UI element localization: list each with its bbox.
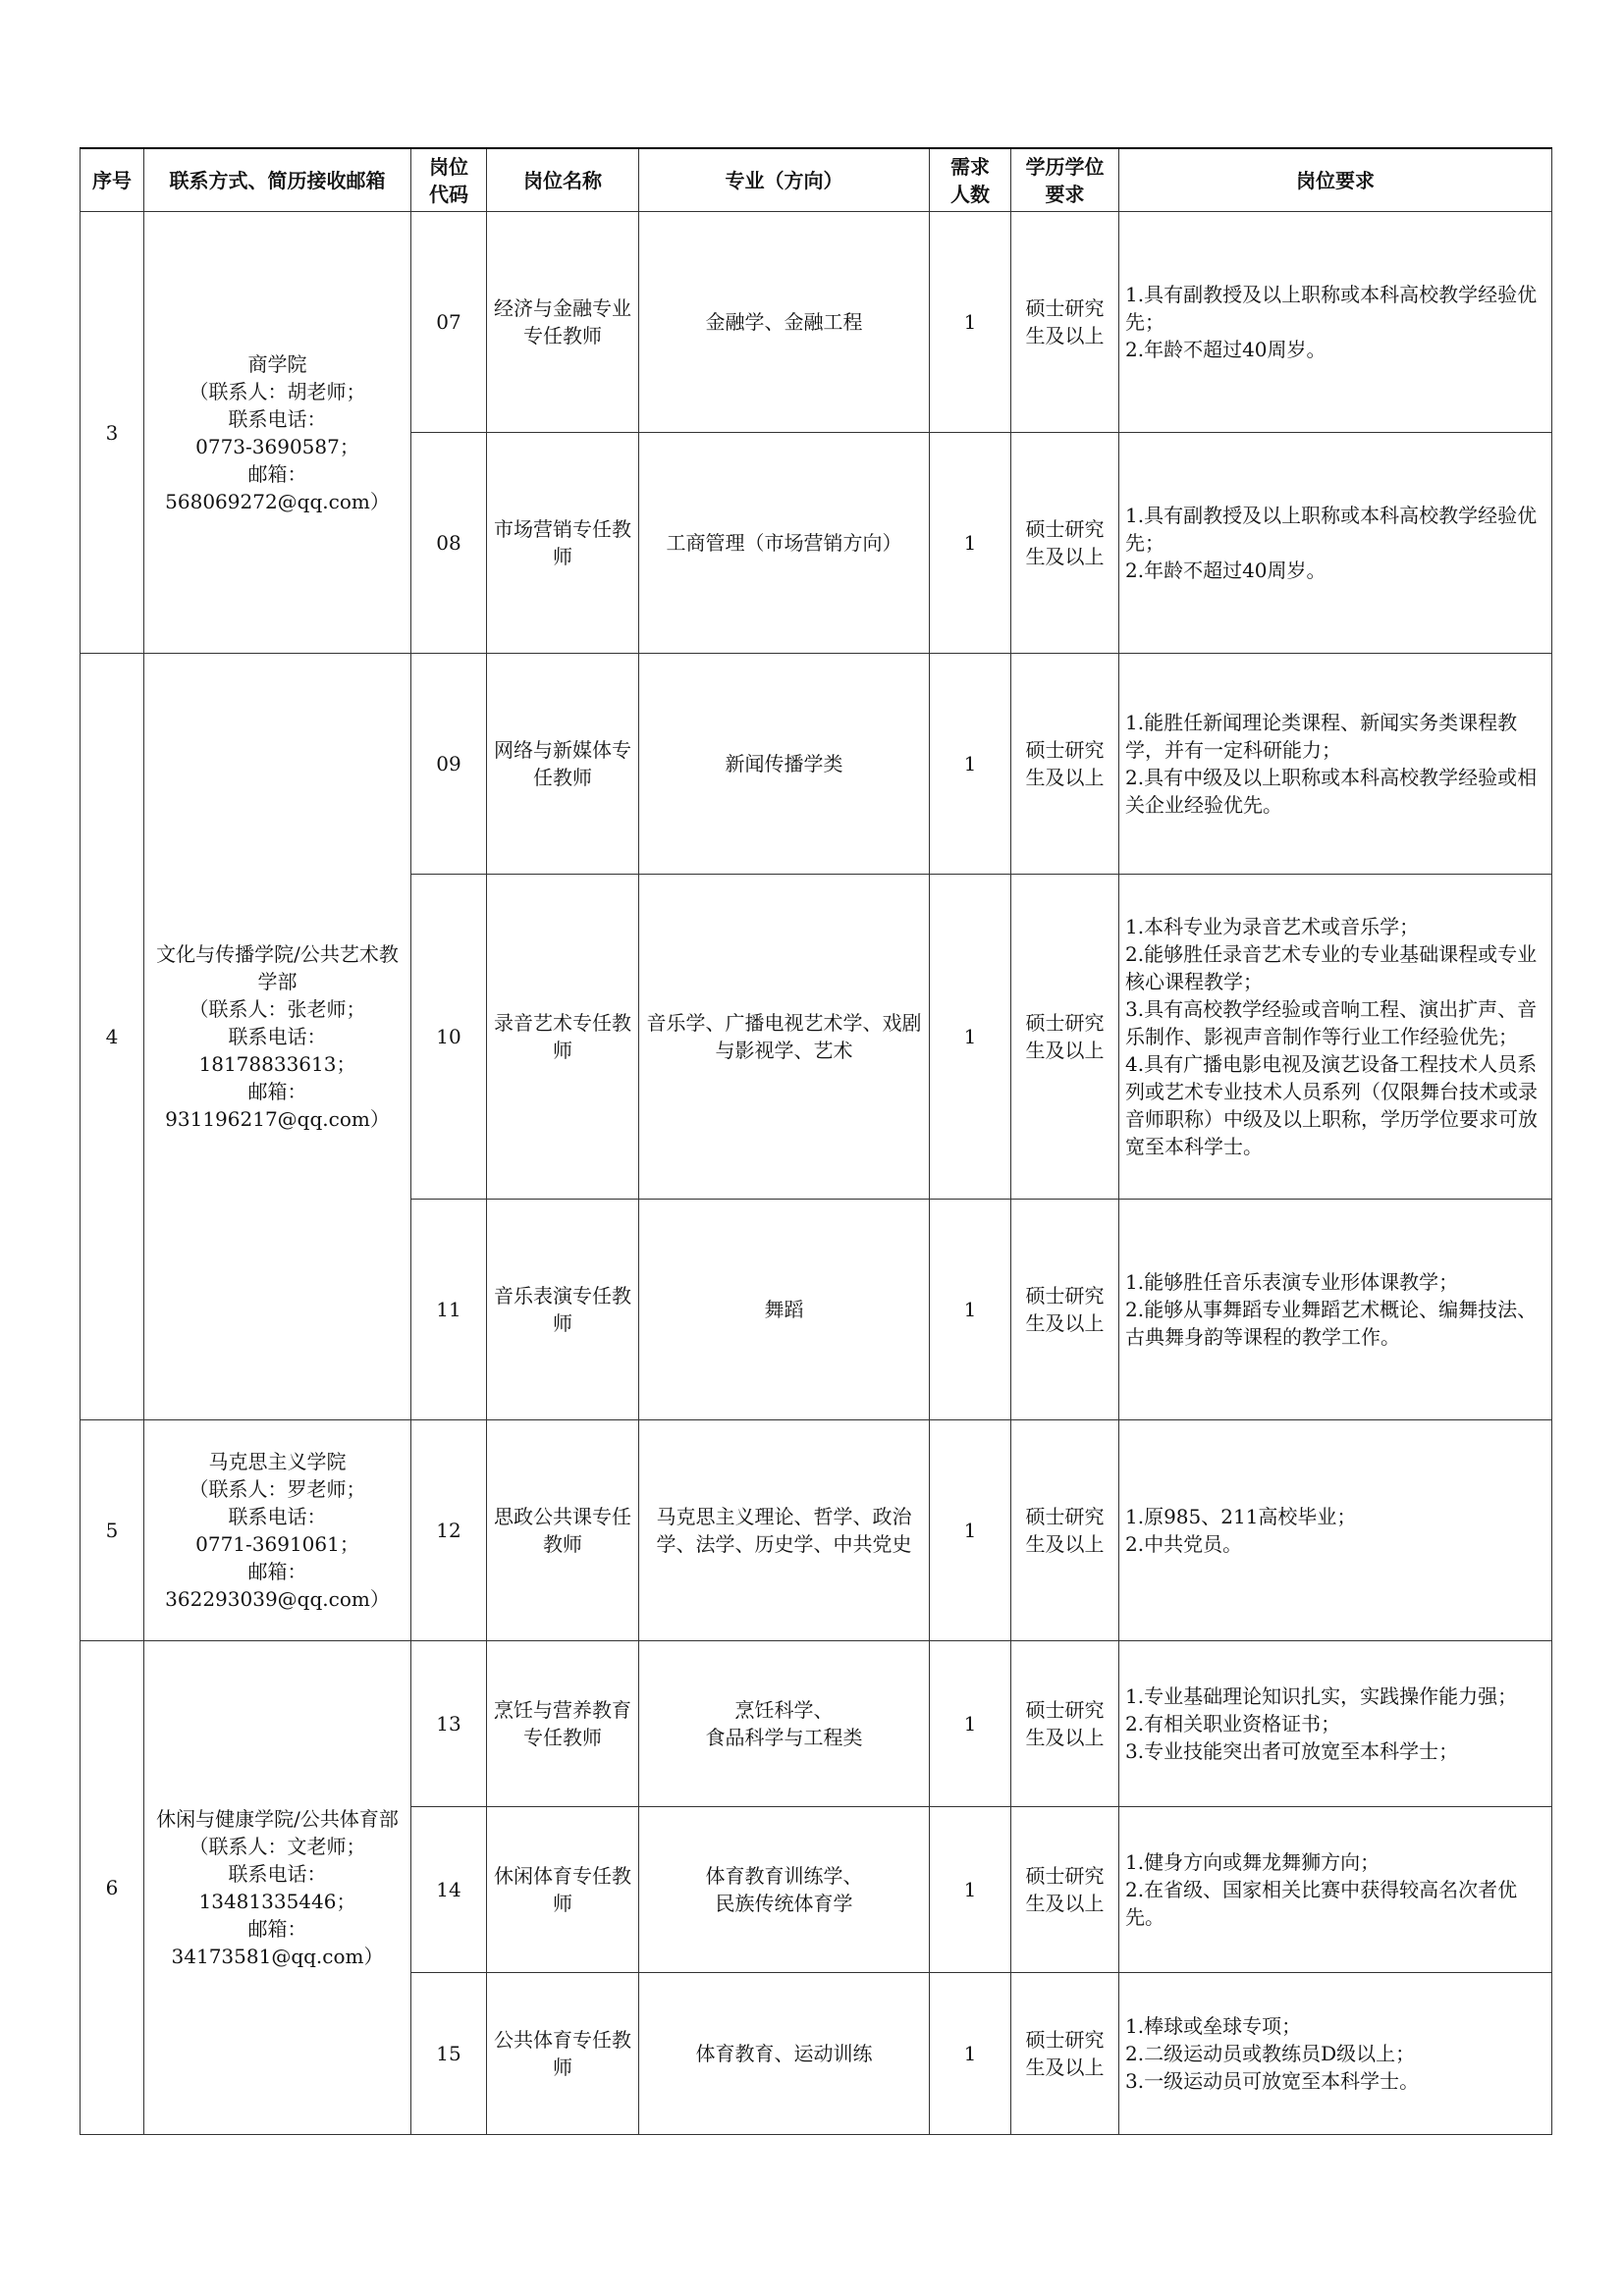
code-cell: 11 [411,1200,487,1420]
edu-cell: 硕士研究生及以上 [1011,433,1119,654]
count-cell: 1 [930,1420,1011,1641]
header-name: 岗位名称 [487,148,639,212]
code-cell: 07 [411,212,487,433]
major-cell: 马克思主义理论、哲学、政治学、法学、历史学、中共党史 [639,1420,930,1641]
edu-cell: 硕士研究生及以上 [1011,212,1119,433]
edu-cell: 硕士研究生及以上 [1011,1973,1119,2135]
seq-cell: 4 [81,654,144,1420]
major-cell: 工商管理（市场营销方向） [639,433,930,654]
major-cell: 体育教育、运动训练 [639,1973,930,2135]
code-cell: 09 [411,654,487,875]
seq-cell: 5 [81,1420,144,1641]
count-cell: 1 [930,1200,1011,1420]
position-name-cell: 录音艺术专任教师 [487,875,639,1200]
code-cell: 13 [411,1641,487,1807]
header-contact: 联系方式、简历接收邮箱 [144,148,411,212]
position-name-cell: 休闲体育专任教师 [487,1807,639,1973]
contact-cell: 商学院 （联系人：胡老师； 联系电话： 0773-3690587； 邮箱： 568069272@qq.com） [144,212,411,654]
requirements-cell: 1.原985、211高校毕业； 2.中共党员。 [1119,1420,1552,1641]
position-name-cell: 网络与新媒体专任教师 [487,654,639,875]
header-edu-line2: 要求 [1045,182,1085,206]
header-count-line2: 人数 [950,182,990,206]
requirements-cell: 1.本科专业为录音艺术或音乐学； 2.能够胜任录音艺术专业的专业基础课程或专业核心课程教学； 3.具有高校教学经验或音响工程、演出扩声、音乐制作、影视声音制作等行业工作经验优先； 4.具有广播电影电视及演艺设备工程技术人员系列或艺术专业技术人员系列（仅限舞台技术或录音师职称）中级及以上职称，学历学位要求可放宽至本科学士。 [1119,875,1552,1200]
position-name-cell: 经济与金融专业专任教师 [487,212,639,433]
contact-cell: 文化与传播学院/公共艺术教学部 （联系人：张老师； 联系电话： 18178833613； 邮箱： 931196217@qq.com） [144,654,411,1420]
edu-cell: 硕士研究生及以上 [1011,1420,1119,1641]
requirements-cell: 1.专业基础理论知识扎实，实践操作能力强； 2.有相关职业资格证书； 3.专业技能突出者可放宽至本科学士； [1119,1641,1552,1807]
requirements-cell: 1.能够胜任音乐表演专业形体课教学； 2.能够从事舞蹈专业舞蹈艺术概论、编舞技法、古典舞身韵等课程的教学工作。 [1119,1200,1552,1420]
header-major: 专业（方向） [639,148,930,212]
header-code-line2: 代码 [429,182,468,206]
header-code-line1: 岗位 [429,154,468,179]
requirements-cell: 1.具有副教授及以上职称或本科高校教学经验优先； 2.年龄不超过40周岁。 [1119,212,1552,433]
table-row [81,654,1552,875]
edu-cell: 硕士研究生及以上 [1011,1641,1119,1807]
major-cell: 烹饪科学、 食品科学与工程类 [639,1641,930,1807]
code-cell: 12 [411,1420,487,1641]
header-code [411,148,487,212]
count-cell: 1 [930,1973,1011,2135]
table-row [81,1641,1552,1807]
edu-cell: 硕士研究生及以上 [1011,1807,1119,1973]
header-edu [1011,148,1119,212]
table-row [81,212,1552,433]
position-name-cell: 公共体育专任教师 [487,1973,639,2135]
major-cell: 金融学、金融工程 [639,212,930,433]
count-cell: 1 [930,875,1011,1200]
header-req: 岗位要求 [1119,148,1552,212]
seq-cell: 6 [81,1641,144,2135]
requirements-cell: 1.具有副教授及以上职称或本科高校教学经验优先； 2.年龄不超过40周岁。 [1119,433,1552,654]
position-name-cell: 烹饪与营养教育专任教师 [487,1641,639,1807]
position-name-cell: 音乐表演专任教师 [487,1200,639,1420]
major-cell: 新闻传播学类 [639,654,930,875]
major-cell: 舞蹈 [639,1200,930,1420]
edu-cell: 硕士研究生及以上 [1011,875,1119,1200]
header-count [930,148,1011,212]
code-cell: 08 [411,433,487,654]
count-cell: 1 [930,433,1011,654]
requirements-cell: 1.棒球或垒球专项； 2.二级运动员或教练员D级以上； 3.一级运动员可放宽至本科学士。 [1119,1973,1552,2135]
count-cell: 1 [930,654,1011,875]
contact-cell: 休闲与健康学院/公共体育部（联系人：文老师； 联系电话： 13481335446； 邮箱： 34173581@qq.com） [144,1641,411,2135]
position-name-cell: 思政公共课专任教师 [487,1420,639,1641]
code-cell: 10 [411,875,487,1200]
edu-cell: 硕士研究生及以上 [1011,1200,1119,1420]
contact-cell: 马克思主义学院 （联系人：罗老师； 联系电话： 0771-3691061； 邮箱： 362293039@qq.com） [144,1420,411,1641]
position-name-cell: 市场营销专任教师 [487,433,639,654]
requirements-cell: 1.健身方向或舞龙舞狮方向； 2.在省级、国家相关比赛中获得较高名次者优先。 [1119,1807,1552,1973]
seq-cell: 3 [81,212,144,654]
header-seq: 序号 [81,148,144,212]
count-cell: 1 [930,1641,1011,1807]
count-cell: 1 [930,1807,1011,1973]
requirements-cell: 1.能胜任新闻理论类课程、新闻实务类课程教学，并有一定科研能力； 2.具有中级及以上职称或本科高校教学经验或相关企业经验优先。 [1119,654,1552,875]
edu-cell: 硕士研究生及以上 [1011,654,1119,875]
header-count-line1: 需求 [950,154,990,179]
major-cell: 体育教育训练学、 民族传统体育学 [639,1807,930,1973]
code-cell: 15 [411,1973,487,2135]
header-row [81,148,1552,212]
count-cell: 1 [930,212,1011,433]
table-row [81,1420,1552,1641]
header-edu-line1: 学历学位 [1025,154,1105,179]
major-cell: 音乐学、广播电视艺术学、戏剧与影视学、艺术 [639,875,930,1200]
code-cell: 14 [411,1807,487,1973]
recruitment-table [80,147,1552,2135]
